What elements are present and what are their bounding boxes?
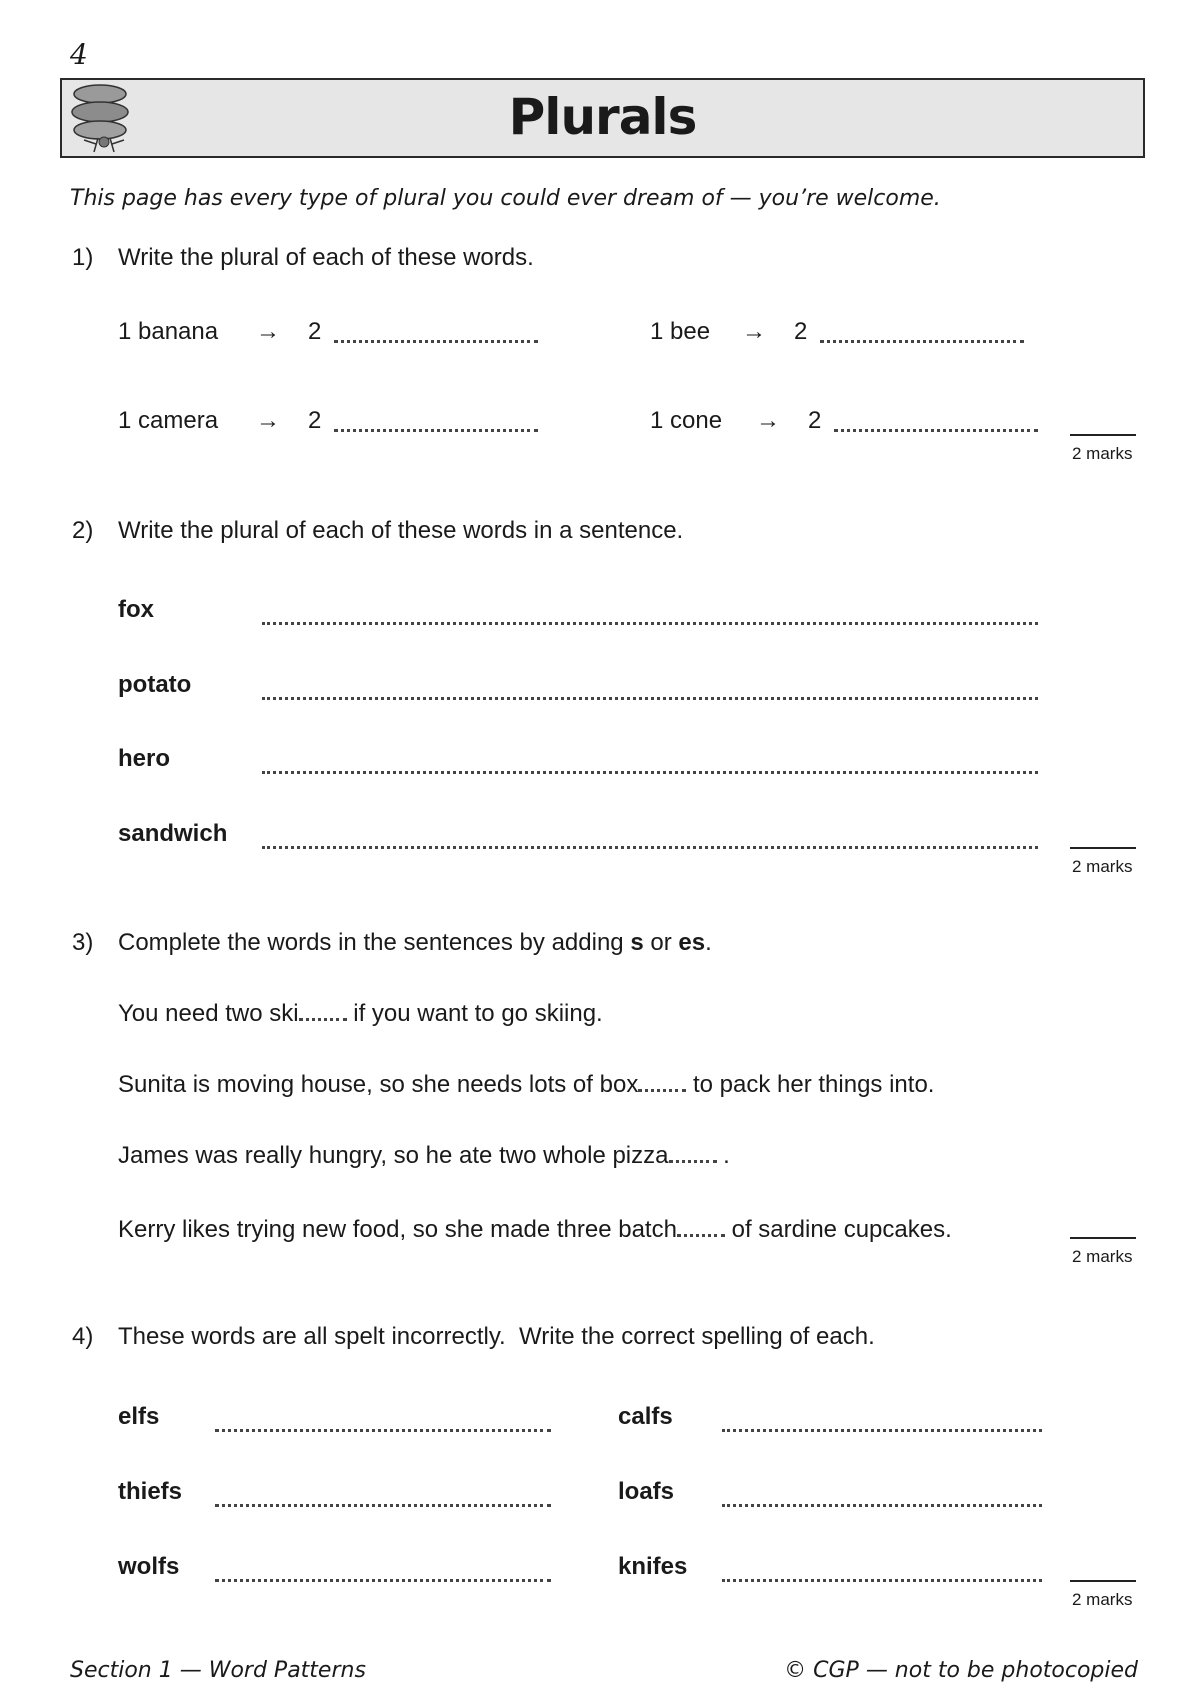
q4-word-elfs: elfs [118,1403,160,1430]
marks-line [1070,1580,1136,1582]
answer-line[interactable] [834,429,1038,432]
q4-word-wolfs: wolfs [118,1553,180,1580]
q1-count: 2 [808,407,822,434]
marks-line [1070,434,1136,436]
answer-line[interactable] [262,697,1038,700]
footer-copyright: © CGP — not to be photocopied [784,1658,1138,1683]
page-title: Plurals [508,88,697,146]
q1-item-bee: 1 bee [650,318,711,345]
answer-line[interactable] [334,429,538,432]
arrow-icon: → [256,407,280,434]
q1-item-banana: 1 banana [118,318,219,345]
q3-sentence: Sunita is moving house, so she needs lots of box to pack her things into. [118,1071,935,1098]
answer-line[interactable] [215,1429,551,1432]
suffix-blank[interactable] [299,1018,347,1021]
intro-text: This page has every type of plural you could ever dream of — you’re welcome. [70,186,941,211]
answer-line[interactable] [215,1504,551,1507]
q1-item-camera: 1 camera [118,407,219,434]
q2-text: Write the plural of each of these words in a sentence. [118,517,684,544]
q2-word-hero: hero [118,745,171,772]
q1-text: Write the plural of each of these words. [118,244,534,271]
q3-sentence: Kerry likes trying new food, so she made three batch of sardine cupcakes. [118,1216,952,1243]
q3-text: Complete the words in the sentences by adding s or es. [118,929,712,956]
q2-word-potato: potato [118,671,192,698]
marks-line [1070,847,1136,849]
page-number: 4 [70,38,88,71]
arrow-icon: → [742,318,766,345]
title-banner [60,78,1145,158]
answer-line[interactable] [722,1504,1042,1507]
answer-line[interactable] [722,1579,1042,1582]
q2-word-fox: fox [118,596,154,623]
arrow-icon: → [256,318,280,345]
q3-number: 3) [72,929,94,956]
answer-line[interactable] [262,622,1038,625]
q4-word-knifes: knifes [618,1553,688,1580]
q1-count: 2 [308,318,322,345]
answer-line[interactable] [262,771,1038,774]
suffix-blank[interactable] [677,1234,725,1237]
q3-sentence: You need two ski if you want to go skiing. [118,1000,603,1027]
marks-line [1070,1237,1136,1239]
q4-text: These words are all spelt incorrectly. Write the correct spelling of each. [118,1323,875,1350]
q4-word-calfs: calfs [618,1403,673,1430]
footer-section: Section 1 — Word Patterns [70,1658,366,1683]
suffix-blank[interactable] [638,1089,686,1092]
q2-word-sandwich: sandwich [118,820,228,847]
q1-item-cone: 1 cone [650,407,723,434]
marks-label: 2 marks [1072,444,1133,463]
arrow-icon: → [756,407,780,434]
q1-count: 2 [794,318,808,345]
q2-number: 2) [72,517,94,544]
answer-line[interactable] [334,340,538,343]
q4-word-thiefs: thiefs [118,1478,183,1505]
marks-label: 2 marks [1072,1590,1133,1609]
q3-sentence: James was really hungry, so he ate two whole pizza . [118,1142,730,1169]
q1-count: 2 [308,407,322,434]
answer-line[interactable] [215,1579,551,1582]
q1-number: 1) [72,244,94,271]
marks-label: 2 marks [1072,1247,1133,1266]
answer-line[interactable] [262,846,1038,849]
q4-word-loafs: loafs [618,1478,675,1505]
answer-line[interactable] [820,340,1024,343]
q4-number: 4) [72,1323,94,1350]
suffix-blank[interactable] [669,1160,717,1163]
answer-line[interactable] [722,1429,1042,1432]
marks-label: 2 marks [1072,857,1133,876]
